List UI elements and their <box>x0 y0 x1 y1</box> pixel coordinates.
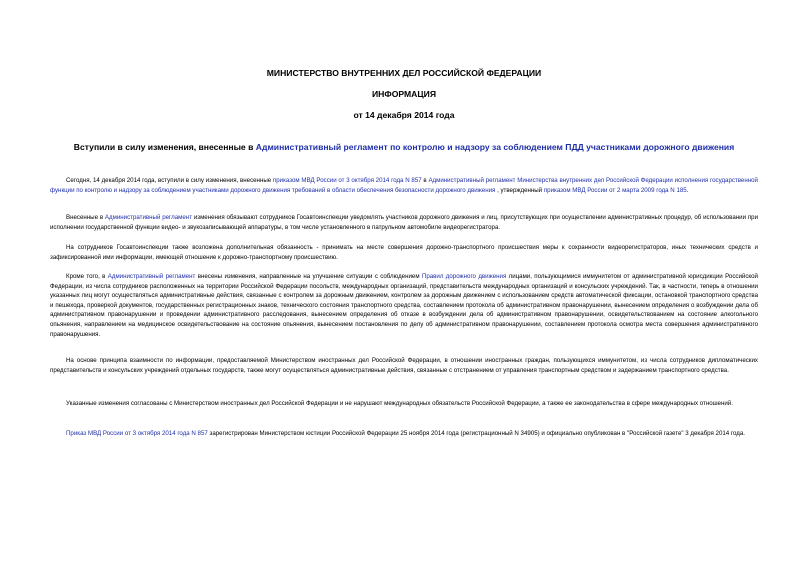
p2-text-2: изменения обязывают сотрудников Госавтоинспекции уведомлять участников дорожного движения и лиц, присутствующих при осуществлении административных процедур, об использовании при исполнении государственной функции видео- и звукозаписывающей аппаратуры, в том числе установленного в патрульном автомобиле видеорегистратора. <box>50 214 759 231</box>
p7-text-1: зарегистрирован Министерством юстиции Российской Федерации 25 ноября 2014 года (регистрационный N 34905) и официально опубликован в "Российской газете" 3 декабря 2014 года. <box>207 430 745 437</box>
p1-text-3: , утвержденный <box>495 186 544 194</box>
p4-text-3: лицами, пользующимися иммунитетом от административной юрисдикции Российской Федерации, из числа сотрудников расположенных на территории Российской Федерации посольств, международных организаций, представительств международных организаций и консульских учреждений. Так, в частности, теперь в отношении указанных лиц могут осуществляться административные действия, связанные с контролем за дорожным движением, контролем за дорожным движением с использованием средств автоматической фиксации, остановкой транспортного средства и пешехода, проверкой документов, государственных регистрационных знаков, технического состояния транспортного средства, составлением протокола об административном правонарушении, вынесением определения о возбуждении дела об административном правонарушении и проведении административного расследования, вынесением определения об отказе в возбуждении дела об административном правонарушении, освидетельствованием на состояние алкогольного опьянения, направлением на медицинское освидетельствование на состояние опьянения, вынесением постановления по делу об административном правонарушении, составлением протокола осмотра места совершения административного правонарушения. <box>50 273 758 338</box>
p1-order-185-link[interactable]: приказом МВД России от 2 марта 2009 года N 185 <box>543 186 687 194</box>
p1-order-857-link[interactable]: приказом МВД России от 3 октября 2014 года N 857 <box>272 177 422 184</box>
paragraph-6: Указанные изменения согласованы с Министерством иностранных дел Российской Федерации и не нарушают международных обязательств Российской Федерации, а также ее законодательства в сфере международных отношений. <box>66 400 733 407</box>
p1-regulation-link[interactable]: Административный регламент Министерства внутренних дел Российской Федерации исполнения государственной функции по контролю и надзору за соблюдением участниками дорожного движения требований в области обеспечения безопасности дорожного движения <box>50 177 758 194</box>
p4-regulation-link[interactable]: Административный регламент <box>107 273 196 280</box>
paragraph-1 <box>50 176 758 195</box>
p7-order-857-link[interactable]: Приказ МВД России от 3 октября 2014 года N 857 <box>66 430 208 437</box>
info-heading: ИНФОРМАЦИЯ <box>371 89 437 99</box>
p1-text-1: Сегодня, 14 декабря 2014 года, вступили в силу изменения, внесенные <box>66 177 273 184</box>
title-regulation-link[interactable]: Административный регламент по контролю и надзору за соблюдением ПДД участниками дорожного движения <box>255 142 735 152</box>
paragraph-3: На сотрудников Госавтоинспекции также возложена дополнительная обязанность - принимать на месте совершения дорожно-транспортного происшествия меры к сохранности видеорегистраторов, иных технических средств и зафиксированной ими информации, имеющей отношение к дорожно-транспортному происшествию. <box>50 244 758 261</box>
p1-text-4: . <box>686 186 689 194</box>
p1-text-2: в <box>421 177 429 184</box>
date-heading: от 14 декабря 2014 года <box>353 110 455 120</box>
paragraph-4 <box>50 272 758 339</box>
paragraph-5: На основе принципа взаимности по информации, предоставляемой Министерством иностранных дел Российской Федерации, в отношении иностранных граждан, пользующихся иммунитетом, из числа сотрудников дипломатических представительств и консульских учреждений отдельных государств, также могут осуществляться административные действия, связанные с отстранением от управления транспортным средством и задержанием транспортного средства. <box>50 357 758 374</box>
p4-traffic-rules-link[interactable]: Правил дорожного движения <box>421 273 507 280</box>
document-title <box>50 142 758 152</box>
p4-text-1: Кроме того, в <box>66 273 108 280</box>
p2-text-1: Внесенные в <box>66 214 105 221</box>
p4-text-2: внесены изменения, направленные на улучшение ситуации с соблюдением <box>195 273 422 280</box>
paragraph-7 <box>50 429 758 439</box>
title-prefix: Вступили в силу изменения, внесенные в <box>73 142 256 152</box>
p2-regulation-link[interactable]: Административный регламент <box>104 214 192 221</box>
paragraph-2 <box>50 213 758 232</box>
ministry-heading: МИНИСТЕРСТВО ВНУТРЕННИХ ДЕЛ РОССИЙСКОЙ ФЕДЕРАЦИИ <box>266 68 542 78</box>
